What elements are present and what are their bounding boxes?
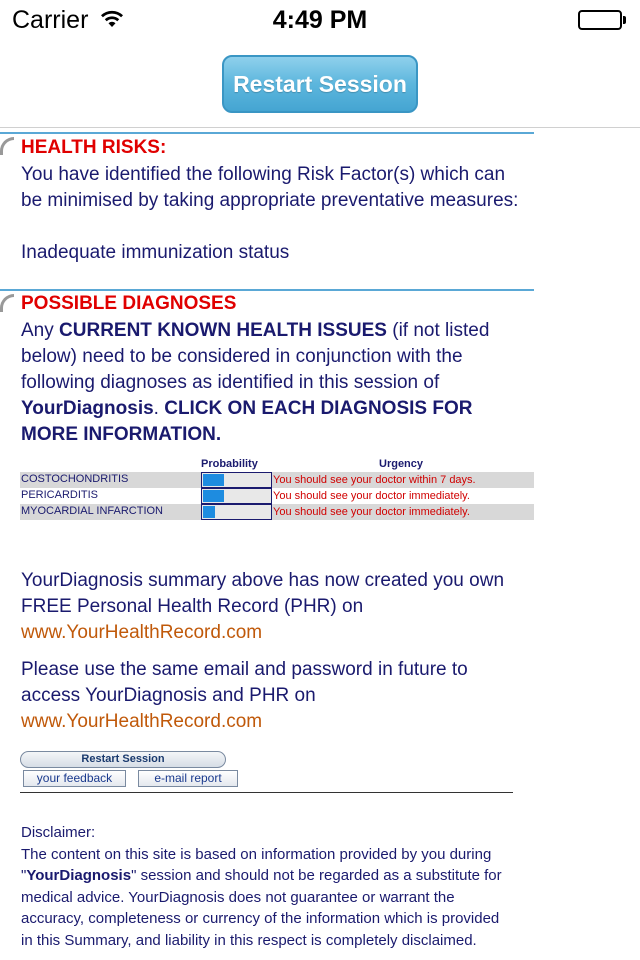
urgency-text: You should see your doctor immediately.: [273, 506, 470, 518]
probability-column-header: Probability: [201, 458, 258, 470]
phr-link[interactable]: www.YourHealthRecord.com: [21, 711, 263, 732]
table-row[interactable]: [20, 488, 534, 504]
battery-icon: [578, 10, 626, 30]
table-row[interactable]: [20, 504, 534, 520]
top-toolbar: [0, 40, 640, 128]
probability-bar: [201, 472, 272, 488]
feedback-button[interactable]: your feedback: [23, 770, 126, 787]
diagnoses-instructions: Any CURRENT KNOWN HEALTH ISSUES (if not listed below) need to be considered in conjunction with the following diagnoses as identified in this session of YourDiagnosis. CLICK ON EACH DIAGNOSIS FOR MORE INFORMATION.: [21, 320, 490, 445]
probability-fill: [203, 506, 215, 518]
diagnosis-link[interactable]: PERICARDITIS: [21, 489, 99, 501]
probability-bar: [201, 504, 272, 520]
health-risks-intro: You have identified the following Risk Factor(s) which can be minimised by taking appropriate preventative measures:: [21, 164, 519, 211]
curl-icon: [0, 294, 14, 312]
diagnosis-link[interactable]: COSTOCHONDRITIS: [21, 473, 129, 485]
urgency-text: You should see your doctor within 7 days.: [273, 474, 476, 486]
section-divider: [0, 289, 534, 291]
probability-fill: [203, 474, 224, 486]
diagnosis-table: [20, 458, 534, 522]
disclaimer-title: Disclaimer:: [21, 824, 96, 841]
section-divider: [0, 132, 534, 134]
restart-session-small-button[interactable]: Restart Session: [20, 751, 226, 768]
diagnosis-link[interactable]: MYOCARDIAL INFARCTION: [21, 505, 163, 517]
possible-diagnoses-heading: POSSIBLE DIAGNOSES: [21, 293, 237, 314]
urgency-column-header: Urgency: [379, 458, 424, 470]
carrier-label: Carrier: [12, 6, 89, 34]
email-report-button[interactable]: e-mail report: [138, 770, 238, 787]
email-notice: [21, 657, 531, 735]
email-text: Please use the same email and password in future to access YourDiagnosis and PHR on: [21, 659, 468, 706]
health-risks-heading: HEALTH RISKS:: [21, 137, 167, 158]
clock: 4:49 PM: [272, 6, 368, 34]
summary-content: [0, 129, 640, 960]
status-bar: [0, 0, 640, 40]
probability-bar: [201, 488, 272, 504]
table-row[interactable]: [20, 472, 534, 488]
restart-session-button[interactable]: Restart Session: [222, 55, 418, 113]
phr-link[interactable]: www.YourHealthRecord.com: [21, 622, 263, 643]
curl-icon: [0, 137, 14, 155]
probability-fill: [203, 490, 224, 502]
phr-notice: [21, 568, 531, 646]
risk-factor-item: Inadequate immunization status: [21, 242, 290, 263]
disclaimer: Disclaimer: The content on this site is based on information provided by you during "YourDiagnosis" session and should not be regarded as a substitute for medical advice. YourDiagnosis does not guarantee or warrant the accuracy, completeness or currency of the information which is provided in this Summary, and liability in this respect is completely disclaimed.: [21, 824, 502, 949]
phr-text: YourDiagnosis summary above has now created you own FREE Personal Health Record (PHR) on: [21, 570, 505, 617]
divider: [20, 792, 513, 793]
urgency-text: You should see your doctor immediately.: [273, 490, 470, 502]
